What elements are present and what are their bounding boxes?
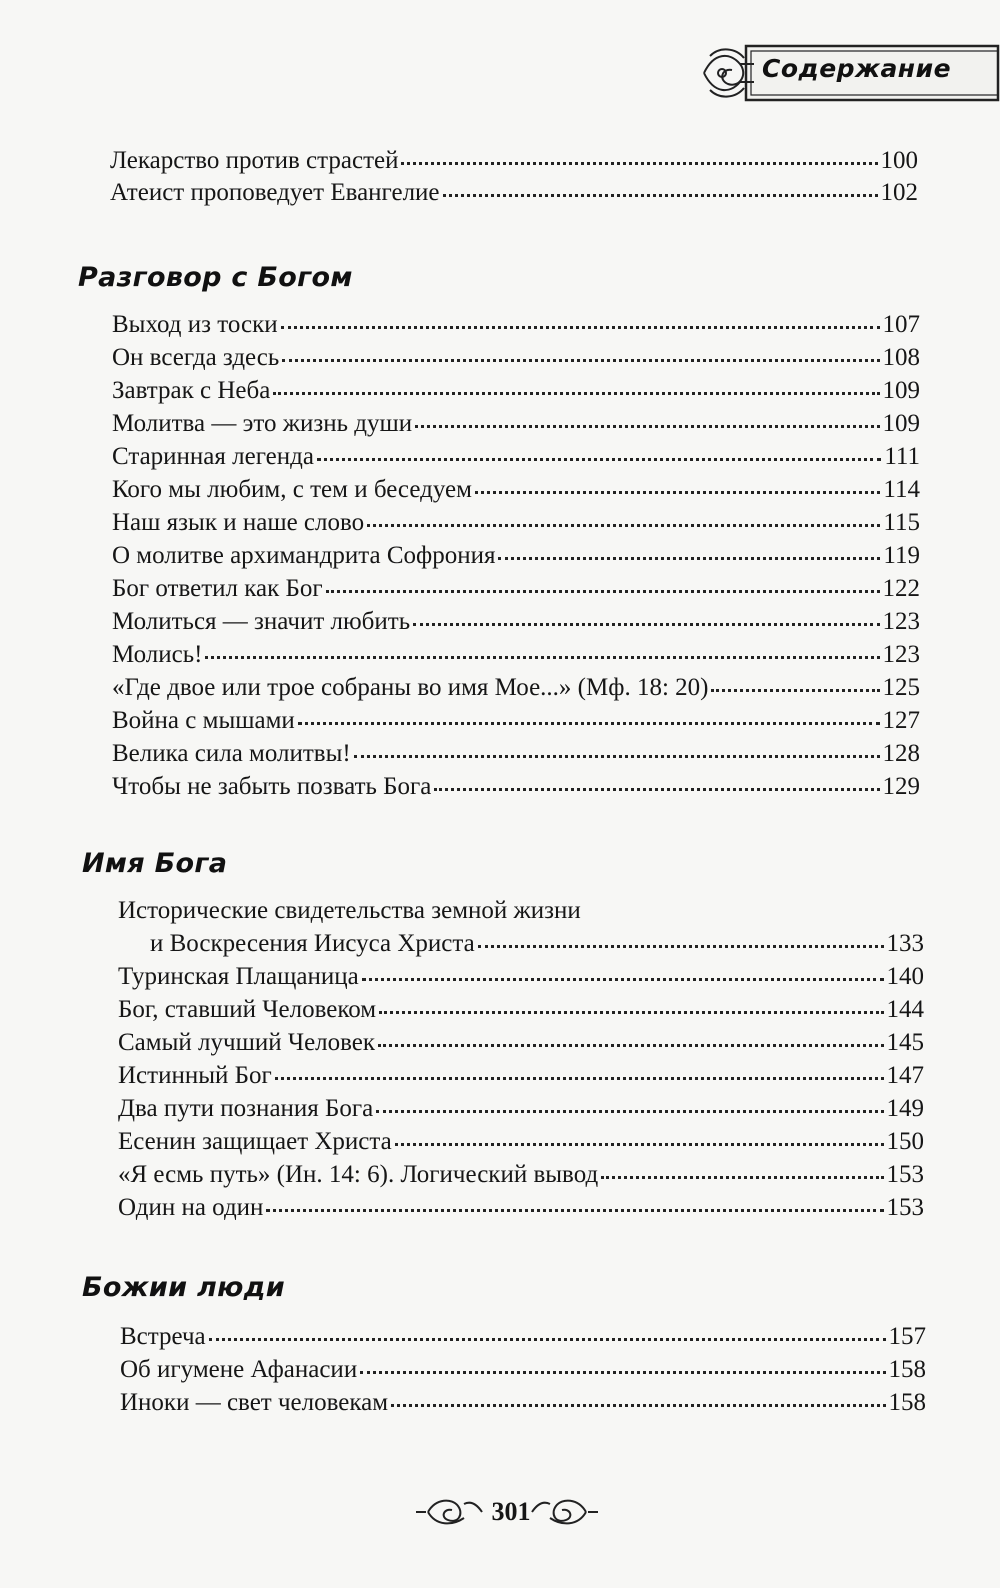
dot-leader — [601, 1176, 883, 1179]
dot-leader — [376, 1110, 883, 1113]
toc-entry-page: 150 — [886, 1128, 924, 1155]
toc-entry-title: Он всегда здесь — [112, 344, 280, 371]
toc-entry-title: Есенин защищает Христа — [118, 1128, 392, 1155]
toc-entry-title: Атеист проповедует Евангелие — [110, 179, 440, 206]
toc-entry[interactable] — [112, 308, 920, 342]
toc-entry[interactable] — [118, 1059, 924, 1093]
toc-entry-title: Один на один — [118, 1194, 264, 1221]
toc-entry-page: 107 — [882, 311, 920, 338]
toc-entry-title: Самый лучший Человек — [118, 1029, 376, 1056]
toc-entry-page: 123 — [882, 608, 920, 635]
dot-leader — [281, 326, 880, 329]
toc-entry[interactable] — [112, 638, 920, 672]
toc-entry[interactable] — [150, 927, 924, 961]
toc-entry-title: Молитва — это жизнь души — [112, 410, 413, 437]
toc-entry-page: 127 — [882, 707, 920, 734]
toc-entry-page: 108 — [882, 344, 920, 371]
toc-entry-page: 125 — [882, 674, 920, 701]
toc-entry-page: 149 — [886, 1095, 924, 1122]
toc-entry-page: 145 — [886, 1029, 924, 1056]
toc-entry-title-line1[interactable]: Исторические свидетельства земной жизни — [118, 897, 581, 924]
toc-entry-title: О молитве архимандрита Софрония — [112, 542, 496, 569]
toc-entry-title: Встреча — [120, 1323, 206, 1350]
toc-entry-title: Туринская Плащаница — [118, 963, 359, 990]
toc-entry-title: «Где двое или трое собраны во имя Мое...» (Мф. 18: 20) — [112, 674, 709, 701]
toc-entry-title: Выход из тоски — [112, 311, 278, 338]
toc-entry[interactable] — [112, 341, 920, 375]
toc-entry-page: 111 — [884, 443, 920, 470]
toc-entry-title: Об игумене Афанасии — [120, 1356, 358, 1383]
dot-leader — [443, 194, 878, 197]
toc-entry[interactable] — [118, 960, 924, 994]
toc-entry-title: Кого мы любим, с тем и беседуем — [112, 476, 472, 503]
dot-leader — [275, 1077, 884, 1080]
section-title: Разговор с Богом — [78, 262, 353, 293]
dot-leader — [415, 425, 879, 428]
toc-entry[interactable] — [112, 407, 920, 441]
toc-entry-page: 144 — [886, 996, 924, 1023]
dot-leader — [391, 1404, 885, 1407]
dot-leader — [282, 359, 879, 362]
toc-entry[interactable] — [112, 605, 920, 639]
page-footer — [412, 1490, 602, 1534]
toc-entry[interactable] — [110, 176, 918, 210]
toc-entry-title: Старинная легенда — [112, 443, 314, 470]
toc-entry[interactable] — [120, 1386, 926, 1420]
toc-entry[interactable] — [112, 737, 920, 771]
toc-entry[interactable] — [112, 473, 920, 507]
toc-entry[interactable] — [112, 704, 920, 738]
dot-leader — [395, 1143, 884, 1146]
toc-entry[interactable] — [118, 1158, 924, 1192]
dot-leader — [378, 1044, 883, 1047]
toc-entry-title: «Я есмь путь» (Ин. 14: 6). Логический вывод — [118, 1161, 599, 1188]
toc-entry-title: Истинный Бог — [118, 1062, 272, 1089]
toc-entry-title: Лекарство против страстей — [110, 147, 399, 174]
toc-entry-page: 122 — [882, 575, 920, 602]
dot-leader — [498, 557, 880, 560]
dot-leader — [354, 755, 880, 758]
toc-entry-page: 153 — [886, 1161, 924, 1188]
toc-entry[interactable] — [112, 572, 920, 606]
dot-leader — [209, 1338, 886, 1341]
dot-leader — [362, 978, 884, 981]
toc-entry-title: Чтобы не забыть позвать Бога — [112, 773, 432, 800]
toc-entry[interactable] — [118, 1092, 924, 1126]
page-number: 301 — [491, 1497, 531, 1526]
dot-leader — [326, 590, 880, 593]
toc-entry-page: 153 — [886, 1194, 924, 1221]
dot-leader — [205, 656, 879, 659]
toc-entry[interactable] — [112, 539, 920, 573]
toc-entry-page: 157 — [888, 1323, 926, 1350]
dot-leader — [401, 162, 877, 165]
dot-leader — [379, 1011, 883, 1014]
toc-entry-page: 109 — [882, 377, 920, 404]
toc-entry[interactable] — [110, 144, 918, 178]
dot-leader — [711, 689, 879, 692]
dot-leader — [266, 1209, 883, 1212]
toc-entry-title: Два пути познания Бога — [118, 1095, 374, 1122]
toc-entry[interactable] — [112, 440, 920, 474]
section-title: Божии люди — [82, 1272, 285, 1303]
toc-entry-page: 123 — [882, 641, 920, 668]
toc-entry-page: 114 — [883, 476, 920, 503]
toc-entry-title: Завтрак с Неба — [112, 377, 271, 404]
toc-entry-page: 158 — [888, 1389, 926, 1416]
header-title: Содержание — [762, 54, 952, 83]
toc-entry-title: Молиться — значит любить — [112, 608, 411, 635]
toc-entry[interactable] — [120, 1353, 926, 1387]
toc-entry-title: и Воскресения Иисуса Христа — [150, 930, 475, 957]
toc-entry-title: Иноки — свет человекам — [120, 1389, 389, 1416]
toc-entry-page: 109 — [882, 410, 920, 437]
dot-leader — [413, 623, 879, 626]
toc-entry-page: 128 — [882, 740, 920, 767]
toc-entry[interactable] — [112, 671, 920, 705]
toc-entry[interactable] — [118, 993, 924, 1027]
toc-entry[interactable] — [112, 506, 920, 540]
toc-entry-page: 133 — [886, 930, 924, 957]
toc-entry-page: 147 — [886, 1062, 924, 1089]
toc-entry-page: 158 — [888, 1356, 926, 1383]
toc-entry[interactable] — [118, 1026, 924, 1060]
toc-entry-title: Молись! — [112, 641, 203, 668]
toc-entry-title: Велика сила молитвы! — [112, 740, 351, 767]
dot-leader — [478, 945, 884, 948]
toc-entry-page: 129 — [882, 773, 920, 800]
toc-entry-page: 102 — [880, 179, 918, 206]
toc-entry-title: Война с мышами — [112, 707, 295, 734]
toc-entry-title: Бог, ставший Человеком — [118, 996, 377, 1023]
running-header — [700, 42, 1000, 104]
dot-leader — [360, 1371, 885, 1374]
dot-leader — [298, 722, 880, 725]
dot-leader — [434, 788, 879, 791]
dot-leader — [367, 524, 880, 527]
toc-entry-page: 115 — [883, 509, 920, 536]
toc-entry[interactable] — [120, 1320, 926, 1354]
dot-leader — [475, 491, 881, 494]
toc-entry-page: 119 — [883, 542, 920, 569]
toc-entry-page: 140 — [886, 963, 924, 990]
toc-entry[interactable] — [118, 1125, 924, 1159]
toc-entry-title: Бог ответил как Бог — [112, 575, 323, 602]
toc-entry-page: 100 — [880, 147, 918, 174]
toc-entry-title: Наш язык и наше слово — [112, 509, 365, 536]
dot-leader — [317, 458, 881, 461]
section-title: Имя Бога — [82, 848, 228, 879]
dot-leader — [273, 392, 879, 395]
toc-entry[interactable] — [118, 1191, 924, 1225]
toc-entry[interactable] — [112, 770, 920, 804]
toc-entry[interactable] — [112, 374, 920, 408]
